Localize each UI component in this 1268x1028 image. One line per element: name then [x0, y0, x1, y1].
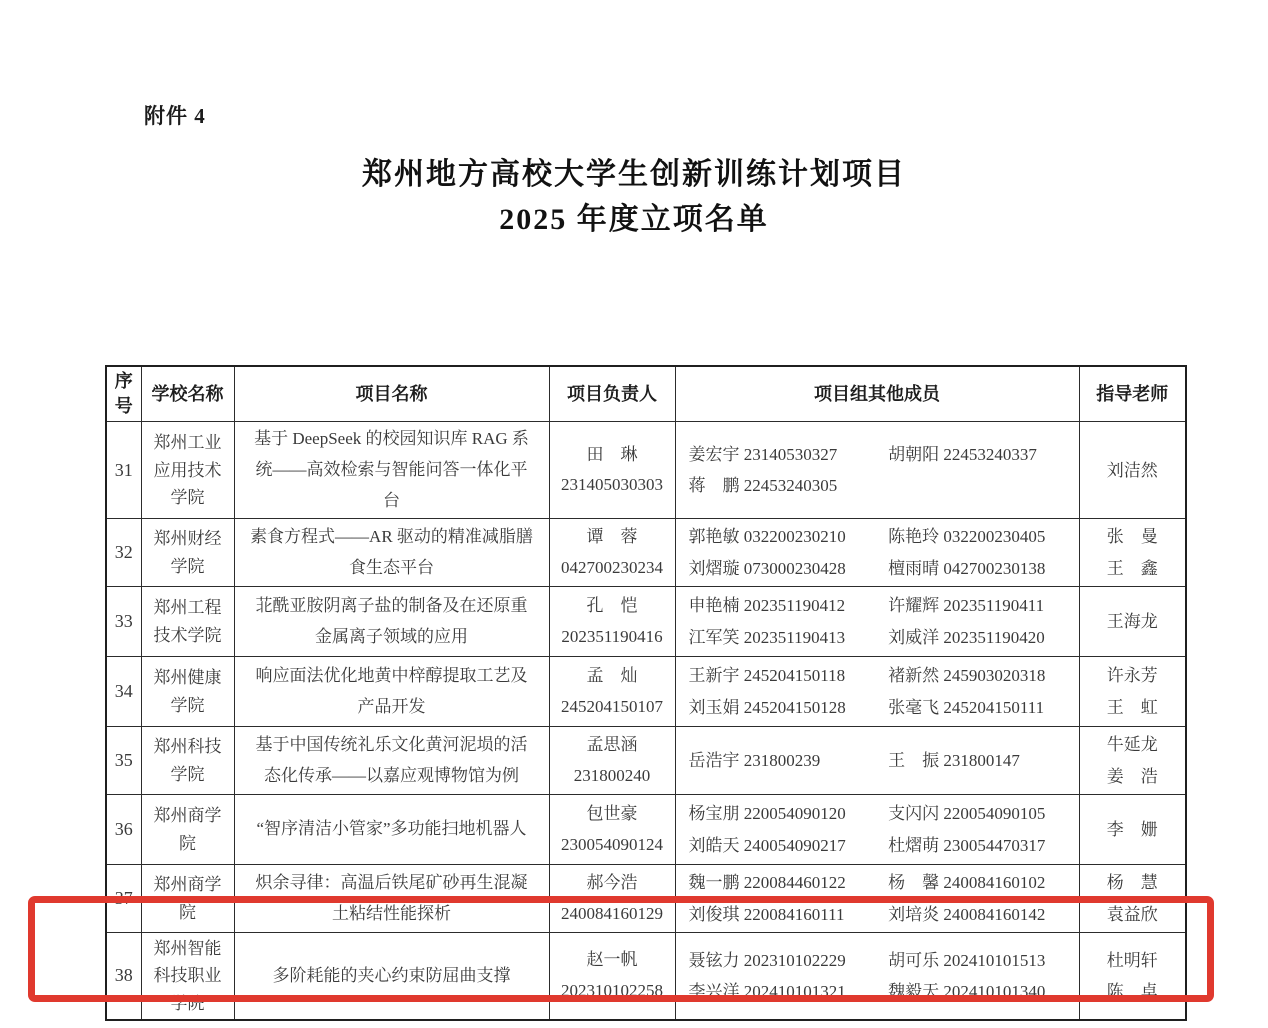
attachment-label: 附件 4 — [144, 104, 206, 128]
advisor: 杨 慧 — [1106, 873, 1158, 893]
header-school: 学校名称 — [141, 366, 234, 422]
advisor-cell — [1079, 727, 1186, 795]
project-name: 基于中国传统礼乐文化黄河泥埙的活态化传承——以嘉应观博物馆为例 — [234, 727, 549, 795]
members-cell — [675, 865, 1079, 933]
school-name: 郑州工业应用技术学院 — [141, 422, 234, 519]
table-header-row — [106, 366, 1186, 422]
leader-cell — [549, 422, 675, 519]
row-number: 36 — [106, 795, 141, 865]
table-row — [106, 422, 1186, 519]
project-name: 素食方程式——AR 驱动的精准减脂膳食生态平台 — [234, 519, 549, 587]
school-name: 郑州工程技术学院 — [141, 587, 234, 657]
member: 魏毅天 202410101340 — [888, 981, 1046, 1001]
leader-cell — [549, 657, 675, 727]
advisor: 姜 浩 — [1106, 766, 1158, 786]
member: 胡可乐 202410101513 — [888, 950, 1046, 970]
leader-name: 谭 蓉 — [586, 527, 638, 547]
member: 杜熠萌 230054470317 — [888, 835, 1046, 855]
school-name: 郑州智能科技职业学院 — [141, 933, 234, 1020]
project-name: “智序清洁小管家”多功能扫地机器人 — [234, 795, 549, 865]
leader-cell — [549, 795, 675, 865]
advisor: 杜明轩 — [1106, 950, 1158, 970]
advisor: 王海龙 — [1106, 611, 1158, 631]
member: 许耀辉 202351190411 — [888, 596, 1045, 616]
member: 褚新然 245903020318 — [888, 666, 1046, 686]
row-number: 37 — [106, 865, 141, 933]
leader-id: 042700230234 — [561, 557, 663, 577]
advisor: 王 虹 — [1106, 697, 1158, 717]
row-number: 34 — [106, 657, 141, 727]
members-cell — [675, 587, 1079, 657]
member: 张毫飞 245204150111 — [888, 697, 1045, 717]
leader-name: 田 琳 — [586, 444, 638, 464]
member: 杨 馨 240084160102 — [888, 873, 1046, 893]
project-name: 炽余寻律：高温后铁尾矿砂再生混凝土粘结性能探析 — [234, 865, 549, 933]
header-no: 序号 — [106, 366, 141, 422]
member: 王新宇 245204150118 — [688, 666, 846, 686]
advisor: 袁益欣 — [1106, 904, 1158, 924]
table-row-highlighted — [106, 933, 1186, 1020]
advisor: 许永芳 — [1106, 666, 1158, 686]
leader-id: 202310102258 — [561, 980, 663, 1000]
project-name: 苝酰亚胺阴离子盐的制备及在还原重金属离子领域的应用 — [234, 587, 549, 657]
header-project: 项目名称 — [234, 366, 549, 422]
member: 聂铉力 202310102229 — [688, 950, 846, 970]
leader-cell — [549, 727, 675, 795]
row-number: 35 — [106, 727, 141, 795]
members-cell — [675, 727, 1079, 795]
school-name: 郑州商学院 — [141, 865, 234, 933]
leader-cell — [549, 865, 675, 933]
member: 郭艳敏 032200230210 — [688, 527, 846, 547]
leader-id: 230054090124 — [561, 834, 663, 854]
leader-id: 202351190416 — [561, 626, 663, 646]
member: 姜宏宇 23140530327 — [688, 444, 838, 464]
advisor: 刘洁然 — [1106, 460, 1158, 480]
member: 岳浩宇 231800239 — [688, 750, 821, 770]
school-name: 郑州科技学院 — [141, 727, 234, 795]
member: 刘俊琪 220084160111 — [688, 904, 845, 924]
advisor: 李 姗 — [1106, 819, 1158, 839]
advisor: 陈 卓 — [1106, 981, 1158, 1001]
member: 檀雨晴 042700230138 — [888, 558, 1046, 578]
advisor-cell — [1079, 865, 1186, 933]
leader-id: 240084160129 — [561, 903, 663, 923]
leader-name: 孔 恺 — [586, 596, 638, 616]
leader-id: 231405030303 — [561, 475, 663, 495]
member: 支闪闪 220054090105 — [888, 804, 1046, 824]
leader-id: 245204150107 — [561, 696, 663, 716]
member: 魏一鹏 220084460122 — [688, 873, 846, 893]
leader-name: 包世豪 — [586, 804, 638, 824]
document-title — [0, 152, 1268, 242]
title-line-2: 2025 年度立项名单 — [499, 203, 769, 236]
row-number: 33 — [106, 587, 141, 657]
members-cell — [675, 422, 1079, 519]
advisor-cell — [1079, 519, 1186, 587]
school-name: 郑州健康学院 — [141, 657, 234, 727]
school-name: 郑州商学院 — [141, 795, 234, 865]
advisor: 牛延龙 — [1106, 735, 1158, 755]
member: 申艳楠 202351190412 — [688, 596, 846, 616]
table-row — [106, 587, 1186, 657]
member: 王 振 231800147 — [888, 750, 1020, 770]
advisor-cell — [1079, 587, 1186, 657]
member: 胡朝阳 22453240337 — [888, 444, 1037, 464]
member: 蒋 鹏 22453240305 — [688, 476, 838, 496]
advisor-cell — [1079, 422, 1186, 519]
advisor: 王 鑫 — [1106, 558, 1158, 578]
title-line-1: 郑州地方高校大学生创新训练计划项目 — [362, 158, 906, 191]
row-number: 32 — [106, 519, 141, 587]
member: 陈艳玲 032200230405 — [888, 527, 1046, 547]
project-name: 多阶耗能的夹心约束防屈曲支撑 — [234, 933, 549, 1020]
member: 杨宝朋 220054090120 — [688, 804, 846, 824]
advisor-cell — [1079, 933, 1186, 1020]
leader-id: 231800240 — [573, 765, 651, 785]
member: 刘熠璇 073000230428 — [688, 558, 846, 578]
member: 刘玉娟 245204150128 — [688, 697, 846, 717]
project-name: 基于 DeepSeek 的校园知识库 RAG 系统——高效检索与智能问答一体化平台 — [234, 422, 549, 519]
project-table — [105, 365, 1187, 1021]
leader-cell — [549, 933, 675, 1020]
header-leader: 项目负责人 — [549, 366, 675, 422]
leader-name: 赵一帆 — [586, 950, 638, 970]
leader-name: 孟思涵 — [586, 735, 638, 755]
member: 刘威洋 202351190420 — [888, 627, 1045, 647]
members-cell — [675, 933, 1079, 1020]
member: 江军笑 202351190413 — [688, 627, 846, 647]
header-members: 项目组其他成员 — [675, 366, 1079, 422]
member: 刘培炎 240084160142 — [888, 904, 1046, 924]
advisor: 张 曼 — [1106, 527, 1158, 547]
table-row — [106, 657, 1186, 727]
leader-cell — [549, 519, 675, 587]
member: 李兴洋 202410101321 — [688, 981, 846, 1001]
school-name: 郑州财经学院 — [141, 519, 234, 587]
row-number: 31 — [106, 422, 141, 519]
leader-cell — [549, 587, 675, 657]
row-number: 38 — [106, 933, 141, 1020]
table-row — [106, 865, 1186, 933]
table-row — [106, 795, 1186, 865]
members-cell — [675, 657, 1079, 727]
leader-name: 郝今浩 — [586, 873, 638, 893]
member — [888, 470, 1072, 501]
members-cell — [675, 795, 1079, 865]
advisor-cell — [1079, 657, 1186, 727]
advisor-cell — [1079, 795, 1186, 865]
table-row — [106, 519, 1186, 587]
leader-name: 孟 灿 — [586, 666, 638, 686]
table-row — [106, 727, 1186, 795]
header-advisor: 指导老师 — [1079, 366, 1186, 422]
members-cell — [675, 519, 1079, 587]
project-name: 响应面法优化地黄中梓醇提取工艺及产品开发 — [234, 657, 549, 727]
member: 刘皓天 240054090217 — [688, 835, 846, 855]
